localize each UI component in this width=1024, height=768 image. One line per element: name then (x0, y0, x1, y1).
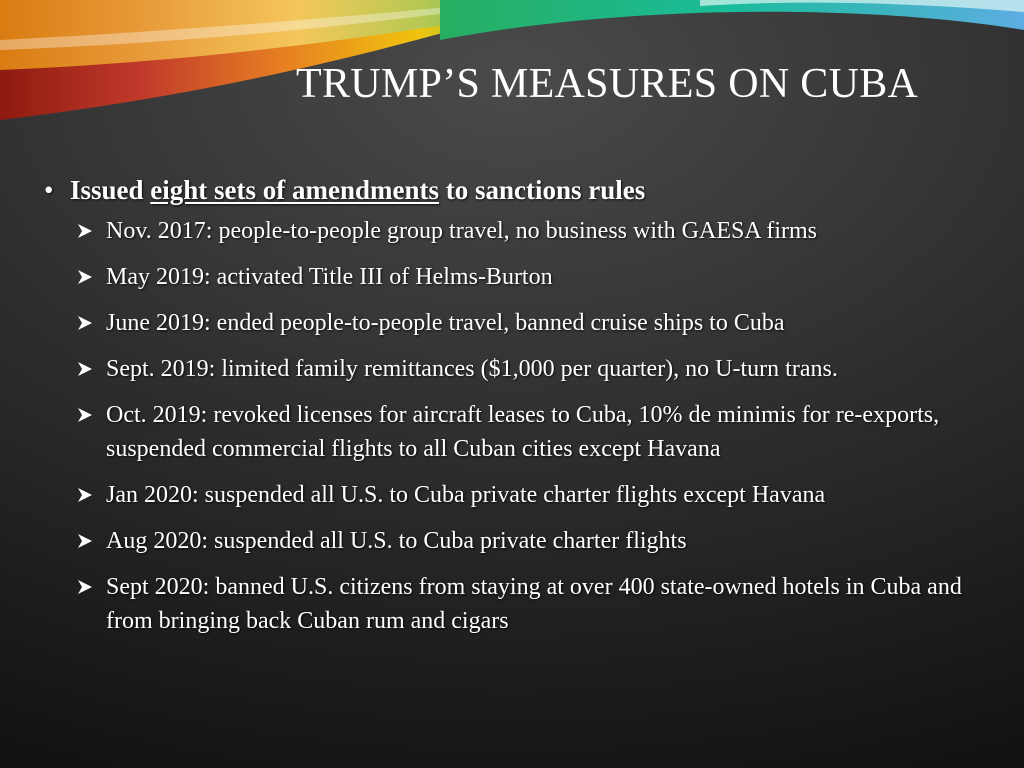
arrow-bullet-icon (76, 260, 106, 294)
list-item (76, 398, 1004, 466)
bullet-dot-icon: • (44, 175, 54, 205)
list-item-text: Jan 2020: suspended all U.S. to Cuba private charter flights except Havana (106, 482, 826, 508)
list-item-text: Sept 2020: banned U.S. citizens from staying at over 400 state-owned hotels in Cuba and from bringing back Cuban rum and cigars (106, 574, 962, 634)
main-bullet-emphasis: eight sets of amendments (150, 175, 440, 205)
list-item (76, 214, 1004, 248)
slide-title: TRUMP’S MEASURES ON CUBA (296, 61, 919, 107)
main-bullet-suffix: to sanctions rules (439, 175, 646, 205)
arrow-bullet-icon (76, 524, 106, 558)
arrow-bullet-icon (76, 306, 106, 340)
list-item (76, 478, 1004, 512)
list-item-text: Aug 2020: suspended all U.S. to Cuba private charter flights (106, 528, 687, 554)
list-item-text: Nov. 2017: people-to-people group travel, no business with GAESA firms (106, 218, 818, 244)
list-item (76, 570, 1004, 638)
arrow-bullet-icon (76, 570, 106, 604)
list-item-text: Sept. 2019: limited family remittances ($1,000 per quarter), no U-turn trans. (106, 356, 838, 382)
arrow-bullet-icon (76, 214, 106, 248)
list-item-text: Oct. 2019: revoked licenses for aircraft leases to Cuba, 10% de minimis for re-exports, suspended commercial flights to all Cuban cities except Havana (106, 402, 940, 462)
arrow-bullet-icon (76, 352, 106, 386)
list-item (76, 524, 1004, 558)
list-item (76, 352, 1004, 386)
arrow-bullet-icon (76, 398, 106, 432)
main-bullet-text (70, 170, 645, 210)
slide-content (44, 170, 1004, 650)
main-bullet (44, 170, 1004, 210)
list-item-text: June 2019: ended people-to-people travel, banned cruise ships to Cuba (106, 310, 785, 336)
main-bullet-prefix: Issued (70, 175, 151, 205)
list-item (76, 260, 1004, 294)
arrow-bullet-icon (76, 478, 106, 512)
amendment-list (76, 214, 1004, 638)
list-item-text: May 2019: activated Title III of Helms-Burton (106, 264, 553, 290)
list-item (76, 306, 1004, 340)
